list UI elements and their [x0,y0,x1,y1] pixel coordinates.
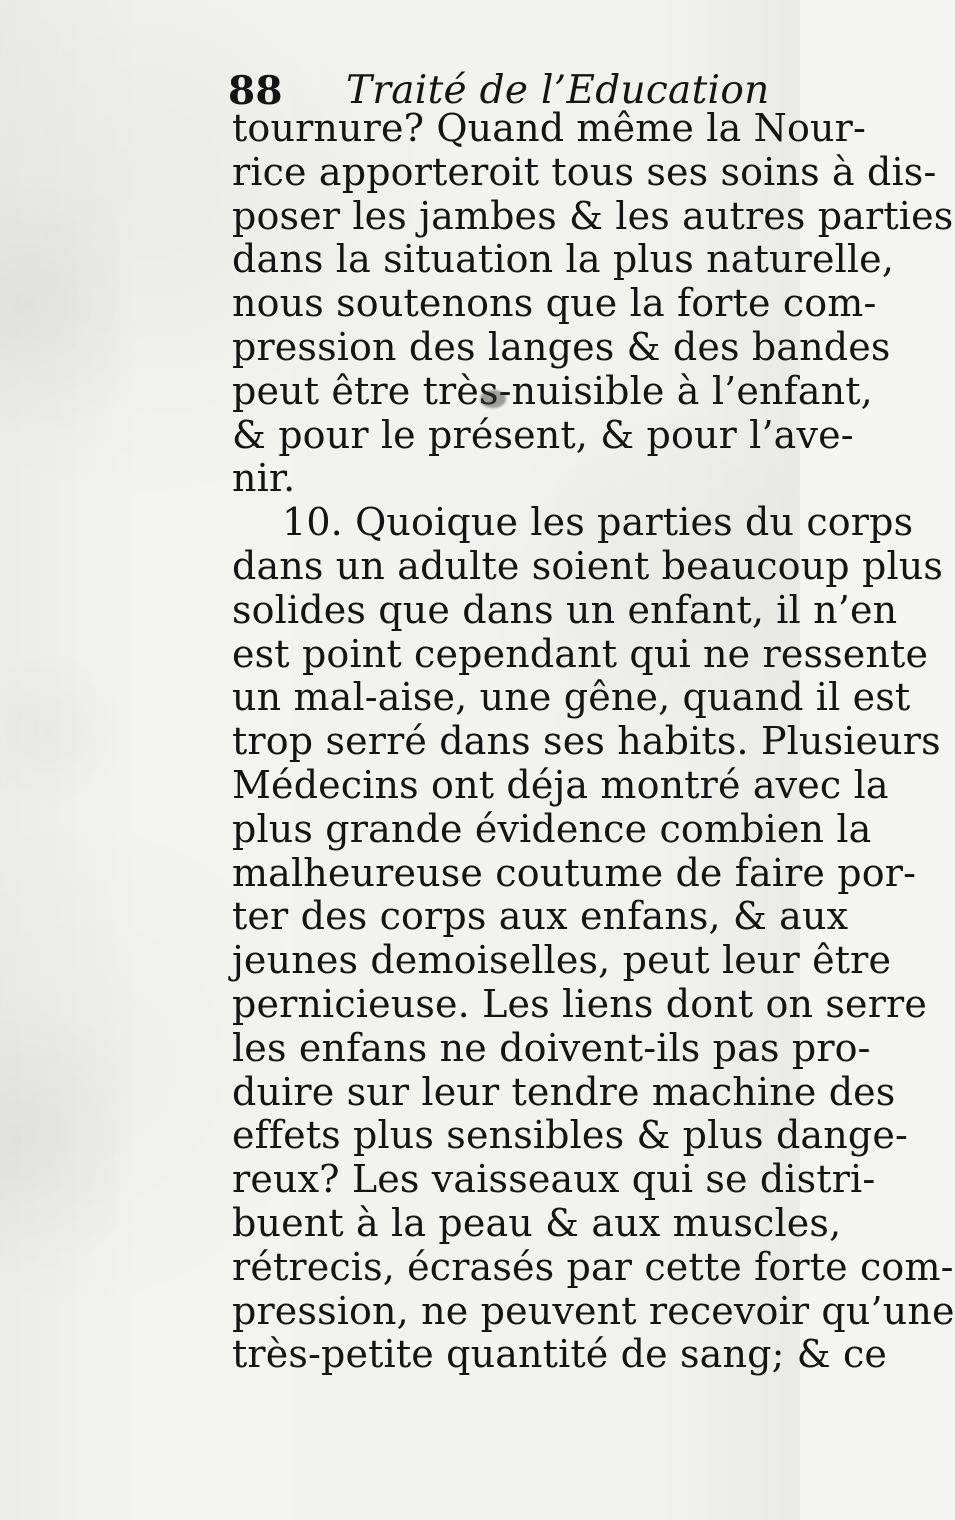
text-line: très-petite quantité de sang; & ce [232,1332,888,1377]
text-line: un mal-aise, une gêne, quand il est [232,675,911,720]
text-line: duire sur leur tendre machine des [232,1069,896,1114]
text-line: malheureuse coutume de faire por- [232,850,917,895]
page-number: 88 [228,68,283,114]
text-line: pression des langes & des bandes [232,324,891,369]
text-line: ter des corps aux enfans, & aux [232,894,849,939]
text-line: rétrecis, écrasés par cette forte com- [232,1244,954,1289]
text-line: Médecins ont déja montré avec la [232,762,889,807]
paragraph-start-line: 10. Quoique les parties du corps [282,500,914,545]
text-line: est point cependant qui ne ressente [232,631,929,676]
text-line: dans un adulte soient beaucoup plus [232,543,944,588]
text-line: pernicieuse. Les liens dont on serre [232,981,927,1026]
text-line: solides que dans un enfant, il n’en [232,587,898,632]
text-line: jeunes demoiselles, peut leur être [232,938,892,983]
page-text-block [232,106,955,1377]
text-line: pression, ne peuvent recevoir qu’une [232,1288,955,1333]
text-line: nous soutenons que la forte com- [232,281,877,326]
ink-smudge [480,390,506,408]
text-line: peut être très-nuisible à l’enfant, [232,368,873,413]
text-line: rice apporteroit tous ses soins à dis- [232,149,937,194]
text-line: effets plus sensibles & plus dange- [232,1113,908,1158]
text-line: plus grande évidence combien la [232,806,872,851]
text-line: buent à la peau & aux muscles, [232,1200,842,1245]
text-line: dans la situation la plus naturelle, [232,237,895,282]
text-line: poser les jambes & les autres parties [232,193,954,238]
text-line: les enfans ne doivent-ils pas pro- [232,1025,871,1070]
text-line: tournure? Quand même la Nour- [232,106,866,150]
paper-edge-shadow [0,0,120,1520]
text-line: trop serré dans ses habits. Plusieurs [232,719,941,764]
text-line: reux? Les vaisseaux qui se distri- [232,1157,876,1202]
text-line: & pour le présent, & pour l’ave- [232,412,854,457]
text-line: nir. [232,456,296,501]
running-title: Traité de l’Education [346,68,770,113]
